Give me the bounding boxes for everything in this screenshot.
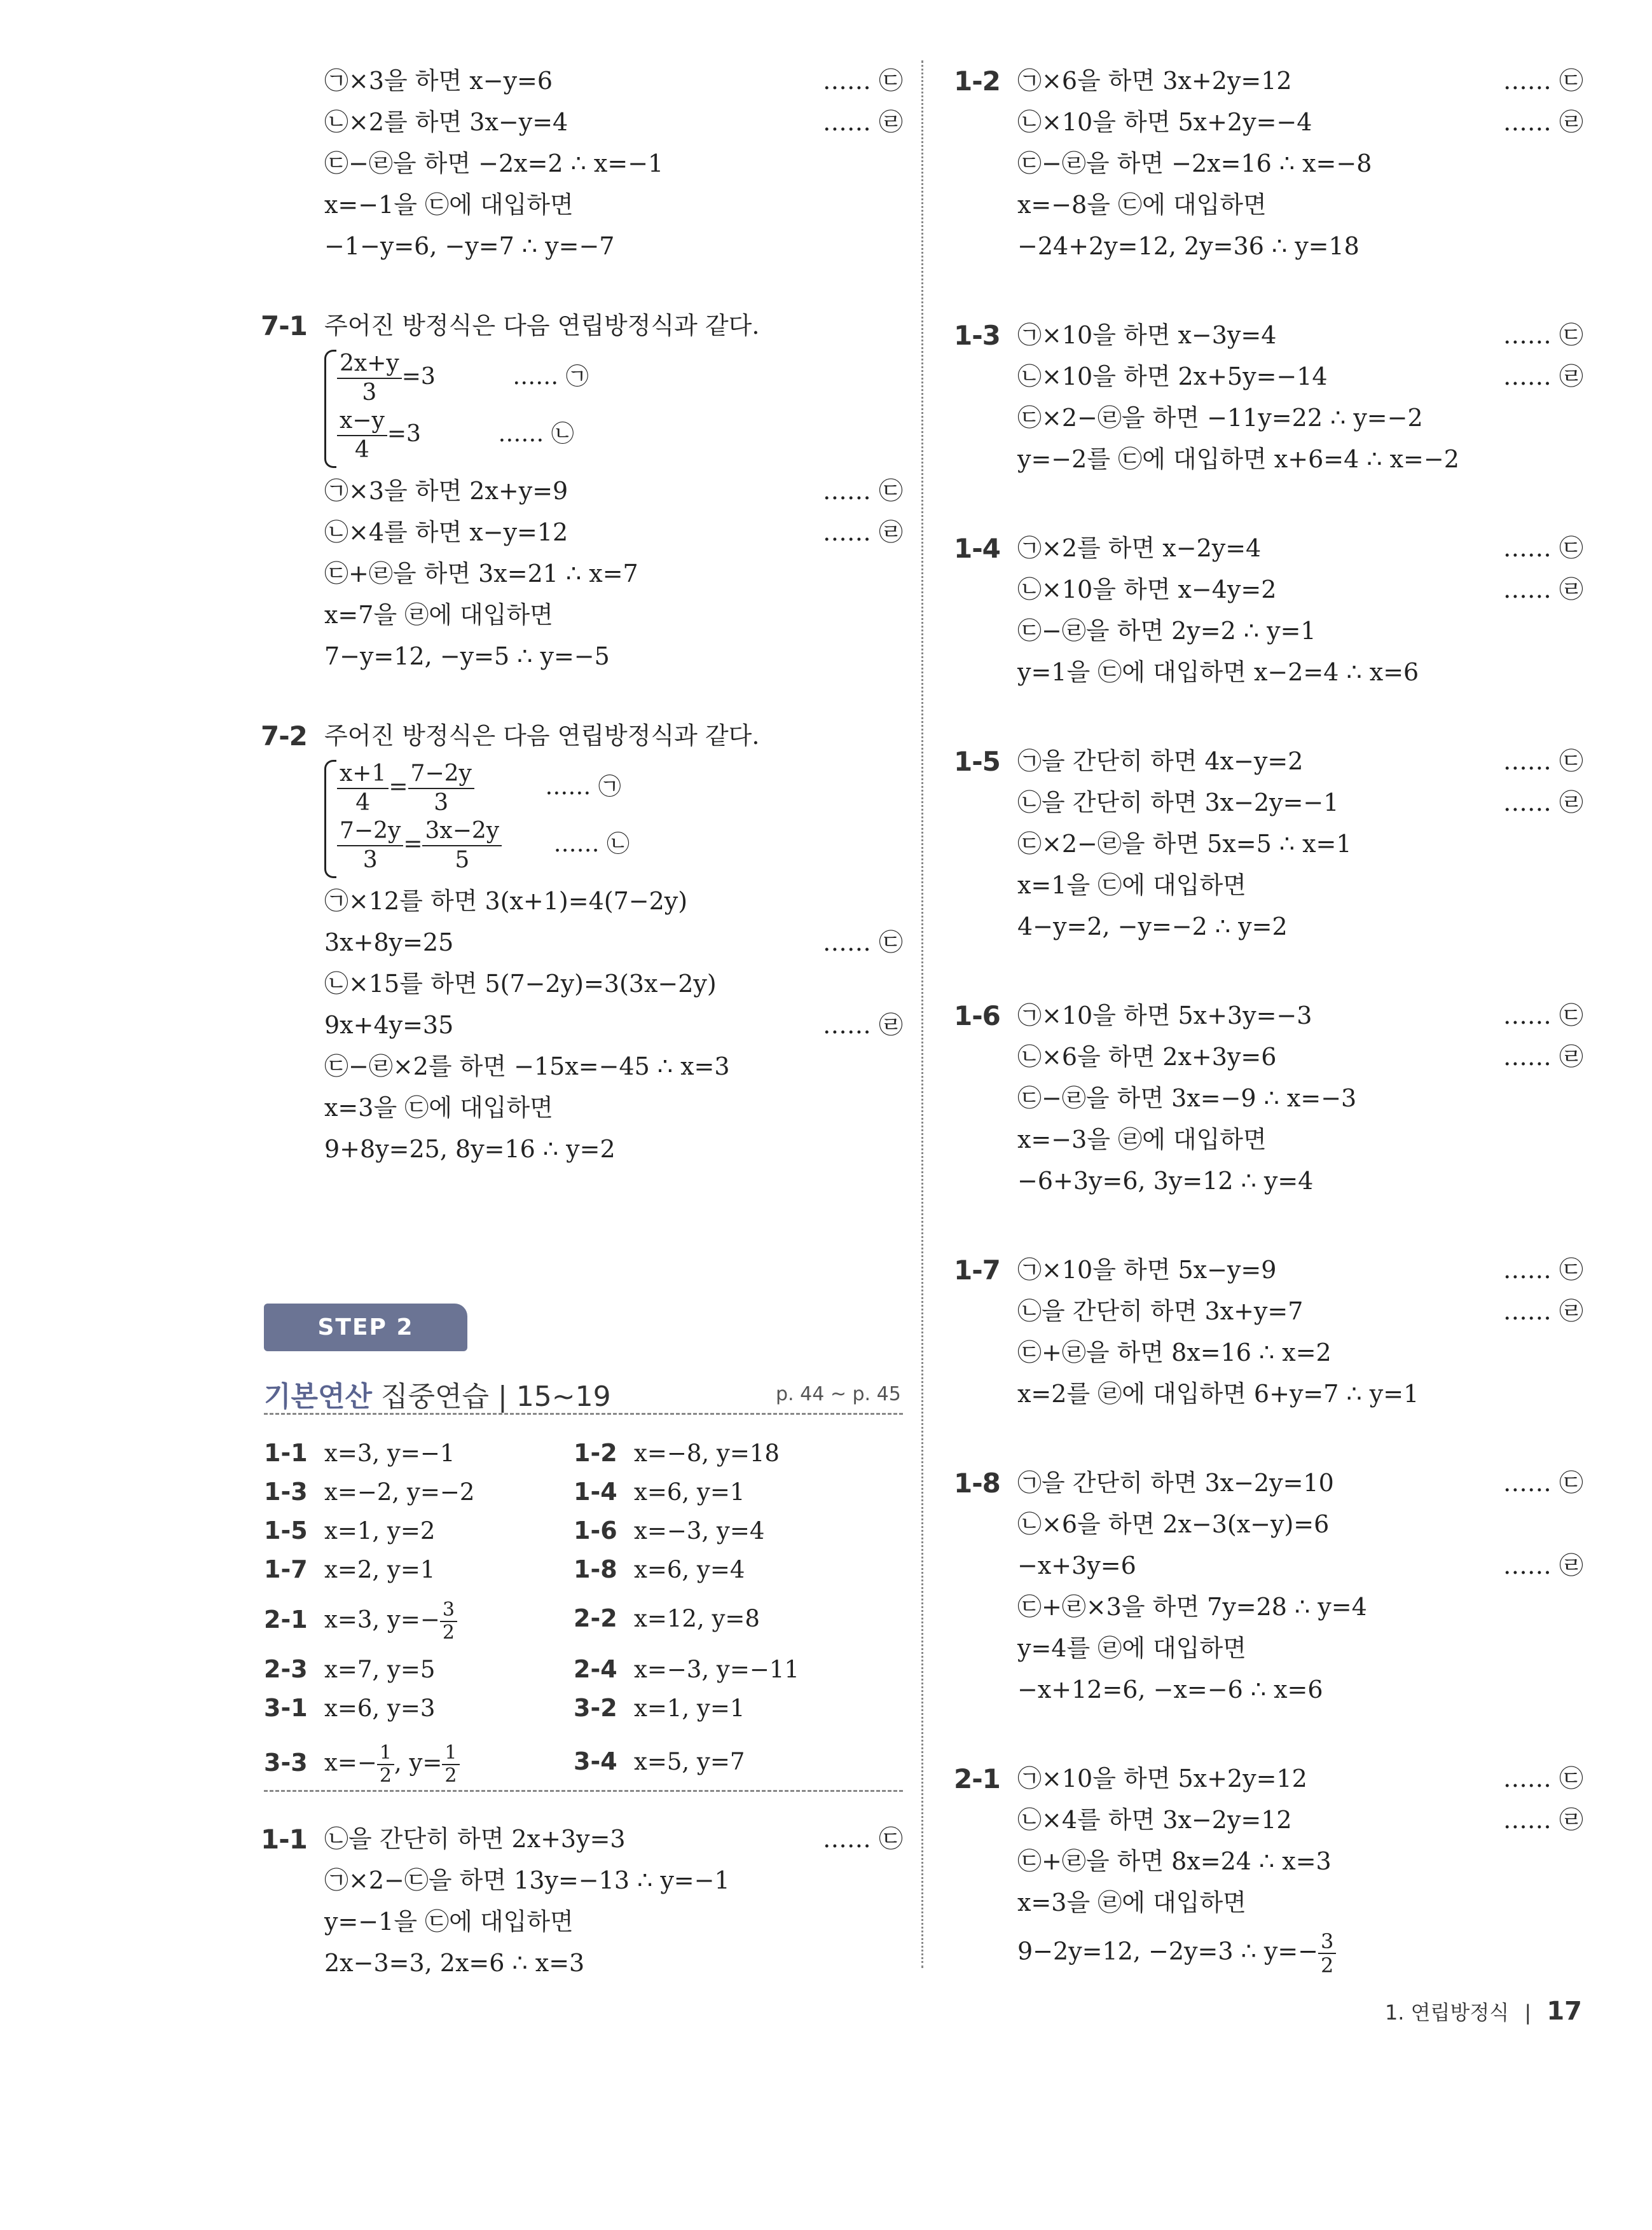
line-text: 9+8y=25, 8y=16 ∴ y=2 xyxy=(324,1135,616,1163)
solution-line xyxy=(324,226,903,267)
line-text: ㉢+㉣을 하면 8x=24 ∴ x=3 xyxy=(1017,1847,1332,1875)
answer-number: 3-3 xyxy=(264,1748,308,1777)
line-text: −1−y=6, −y=7 ∴ y=−7 xyxy=(324,232,615,260)
solution-line xyxy=(1017,995,1583,1036)
line-text: x=1을 ㉢에 대입하면 xyxy=(1017,871,1246,899)
fraction: $\frac{1}{2}$ xyxy=(377,1742,394,1787)
problem-number: 1-7 xyxy=(954,1255,1000,1286)
problem-number: 7-2 xyxy=(261,720,307,752)
solution-line xyxy=(324,1129,903,1170)
line-text: x=7을 ㉣에 대입하면 xyxy=(324,601,553,629)
answer-item xyxy=(264,1473,474,1511)
answer-item xyxy=(574,1742,745,1780)
answer-item xyxy=(574,1434,780,1472)
answer-number: 1-4 xyxy=(574,1478,617,1506)
equation-tag: …… ㉣ xyxy=(1503,362,1583,390)
answer-item: 3-3 x=− $\frac{1}{2}$ , y= $\frac{1}{2}$ xyxy=(264,1742,460,1780)
line-text: y=−2를 ㉢에 대입하면 x+6=4 ∴ x=−2 xyxy=(1017,445,1459,473)
solution-line xyxy=(1017,439,1583,480)
equation-2: $\frac{7-2y}{3}$ = $\frac{3x-2y}{5}$ …… ㉡ xyxy=(337,817,903,874)
line-text: ㉠×6을 하면 3x+2y=12 xyxy=(1017,67,1292,95)
equation-tag: …… ㉢ xyxy=(1503,1765,1583,1793)
problem-number: 2-1 xyxy=(954,1763,1000,1794)
line-text: ㉢−㉣을 하면 2y=2 ∴ y=1 xyxy=(1017,617,1316,645)
problem-intro: 주어진 방정식은 다음 연립방정식과 같다. xyxy=(324,312,760,340)
line-text: ㉡×2를 하면 3x−y=4 xyxy=(324,108,568,136)
equation-tag: …… ㉢ xyxy=(1503,1001,1583,1029)
line-text: 4−y=2, −y=−2 ∴ y=2 xyxy=(1017,912,1288,940)
line-text: y=−1을 ㉢에 대입하면 xyxy=(324,1908,574,1936)
line-text: 9x+4y=35 xyxy=(324,1011,454,1039)
line-text: x=2를 ㉣에 대입하면 6+y=7 ∴ y=1 xyxy=(1017,1380,1419,1408)
answer-item xyxy=(574,1599,760,1637)
solution-line xyxy=(1017,528,1583,569)
answer-value: x=12, y=8 xyxy=(634,1605,760,1632)
solution-line xyxy=(1017,652,1583,693)
line-text: ㉢×2−㉣을 하면 −11y=22 ∴ y=−2 xyxy=(1017,404,1423,432)
line-text: x=3을 ㉢에 대입하면 xyxy=(324,1094,553,1122)
solution-line xyxy=(324,471,903,512)
answer-number: 2-2 xyxy=(574,1604,617,1632)
equation-tag: …… ㉢ xyxy=(822,928,903,956)
solution-line xyxy=(324,963,903,1005)
line-text: ㉠×10을 하면 x−3y=4 xyxy=(1017,321,1277,349)
line-text: ㉢+㉣을 하면 8x=16 ∴ x=2 xyxy=(1017,1339,1332,1366)
line-text: ㉢+㉣을 하면 3x=21 ∴ x=7 xyxy=(324,560,638,588)
answer-item xyxy=(264,1511,435,1550)
line-text: 7−y=12, −y=5 ∴ y=−5 xyxy=(324,642,610,670)
problem-number: 1-1 xyxy=(261,1824,307,1855)
answer-value: x=− xyxy=(324,1749,377,1777)
equation-1: $\frac{x+1}{4}$ = $\frac{7-2y}{3}$ …… ㉠ xyxy=(337,760,903,817)
answer-value: x=6, y=4 xyxy=(634,1556,745,1583)
line-text: ㉡×10을 하면 2x+5y=−14 xyxy=(1017,362,1328,390)
solution-line xyxy=(1017,741,1583,782)
fraction: $\frac{1}{2}$ xyxy=(442,1742,459,1787)
solution-line xyxy=(1017,1291,1583,1332)
solution-line xyxy=(324,636,903,677)
solution-line xyxy=(1017,1758,1583,1800)
solution-line xyxy=(324,1046,903,1087)
equation-2: $\frac{x-y}{4}$ =3 …… ㉡ xyxy=(337,407,903,464)
equation-tag: …… ㉣ xyxy=(822,1011,903,1039)
answer-number: 2-1 xyxy=(264,1605,308,1634)
solution-line xyxy=(1017,60,1583,102)
line-text: ㉠×3을 하면 x−y=6 xyxy=(324,67,553,95)
line-text: ㉡을 간단히 하면 2x+3y=3 xyxy=(324,1825,626,1853)
solution-line xyxy=(1017,1586,1583,1628)
answer-number: 1-5 xyxy=(264,1517,308,1545)
solution-line xyxy=(1017,1628,1583,1669)
line-text: ㉡을 간단히 하면 3x−2y=−1 xyxy=(1017,788,1339,816)
answer-number: 2-3 xyxy=(264,1655,308,1683)
section-title: 기본연산 집중연습 | 15~19 xyxy=(264,1380,611,1413)
solution-line xyxy=(1017,1669,1583,1710)
answer-item xyxy=(264,1599,457,1644)
answer-item xyxy=(574,1473,745,1511)
line-text: ㉢−㉣을 하면 −2x=2 ∴ x=−1 xyxy=(324,149,664,177)
line-text: x=−3을 ㉣에 대입하면 xyxy=(1017,1125,1267,1153)
answer-value: x=7, y=5 xyxy=(324,1656,436,1683)
solution-line xyxy=(1017,1036,1583,1078)
line-text: ㉠×2−㉢을 하면 13y=−13 ∴ y=−1 xyxy=(324,1866,730,1894)
line-text: x=−1을 ㉢에 대입하면 xyxy=(324,191,574,219)
answer-number: 1-3 xyxy=(264,1478,308,1506)
solution-line xyxy=(1017,823,1583,865)
line-text: ㉠×10을 하면 5x+2y=12 xyxy=(1017,1765,1307,1793)
problem-number: 1-3 xyxy=(954,320,1000,351)
equation-tag: …… ㉣ xyxy=(822,518,903,546)
solution-line xyxy=(324,1901,903,1943)
answer-value: x=1, y=1 xyxy=(634,1695,745,1722)
answer-number: 3-2 xyxy=(574,1694,617,1722)
line-text: x=−8을 ㉢에 대입하면 xyxy=(1017,191,1267,219)
answer-number: 2-4 xyxy=(574,1655,617,1683)
solution-line xyxy=(324,184,903,226)
solution-line xyxy=(1017,397,1583,439)
answer-number: 1-6 xyxy=(574,1517,617,1545)
line-text: ㉠×2를 하면 x−2y=4 xyxy=(1017,534,1262,562)
fraction: $\frac{3}{2}$ xyxy=(1318,1930,1336,1977)
equation-tag: …… ㉣ xyxy=(1503,788,1583,816)
equation-tag: …… ㉢ xyxy=(822,1825,903,1853)
problem-number: 1-5 xyxy=(954,746,1000,777)
line-text: ㉢+㉣×3을 하면 7y=28 ∴ y=4 xyxy=(1017,1593,1367,1621)
problem-number: 7-1 xyxy=(261,310,307,341)
answer-number: 3-4 xyxy=(574,1747,617,1775)
answer-value: x=−2, y=−2 xyxy=(324,1478,475,1506)
problem-number: 1-4 xyxy=(954,533,1000,564)
line-text: ㉡×15를 하면 5(7−2y)=3(3x−2y) xyxy=(324,970,717,998)
solution-line xyxy=(1017,1373,1583,1415)
equation-tag: …… ㉣ xyxy=(1503,108,1583,136)
solution-line xyxy=(1017,1841,1583,1882)
system-brace xyxy=(324,760,336,878)
line-text: ㉡×6을 하면 2x−3(x−y)=6 xyxy=(1017,1510,1330,1538)
equation-tag: …… ㉣ xyxy=(1503,1552,1583,1580)
answer-value: x=2, y=1 xyxy=(324,1556,436,1583)
fraction: $\frac{3}{2}$ xyxy=(440,1599,457,1644)
solution-line xyxy=(324,1005,903,1046)
solution-line xyxy=(1017,1249,1583,1291)
answer-item xyxy=(574,1650,799,1688)
answer-item xyxy=(574,1511,764,1550)
solution-line xyxy=(324,1819,903,1860)
answer-value: x=6, y=1 xyxy=(634,1478,745,1506)
solution-line xyxy=(1017,906,1583,947)
line-text: 2x−3=3, 2x=6 ∴ x=3 xyxy=(324,1949,585,1977)
line-text: ㉡×4를 하면 x−y=12 xyxy=(324,518,568,546)
solution-line xyxy=(324,553,903,595)
solution-line xyxy=(1017,1504,1583,1545)
answer-number: 1-2 xyxy=(574,1439,617,1467)
system-brace xyxy=(324,350,336,468)
solution-line xyxy=(1017,1119,1583,1160)
line-text: ㉡×4를 하면 3x−2y=12 xyxy=(1017,1806,1292,1834)
solution-line xyxy=(1017,102,1583,143)
line-text: ㉡×10을 하면 5x+2y=−4 xyxy=(1017,108,1312,136)
solution-line xyxy=(1017,143,1583,184)
answer-item xyxy=(264,1689,435,1727)
equation-1: $\frac{2x+y}{3}$ =3 …… ㉠ xyxy=(337,350,903,407)
problem-number: 1-2 xyxy=(954,65,1000,97)
equation-tag: …… ㉢ xyxy=(1503,534,1583,562)
equation-tag: …… ㉢ xyxy=(1503,747,1583,775)
equation-tag: …… ㉣ xyxy=(1503,1297,1583,1325)
answer-value: x=−3, y=−11 xyxy=(634,1656,799,1683)
answer-value: x=−3, y=4 xyxy=(634,1517,765,1545)
solution-line xyxy=(1017,1332,1583,1373)
solution-line xyxy=(1017,226,1583,267)
line-text: x=3을 ㉣에 대입하면 xyxy=(1017,1889,1246,1917)
equation-tag: …… ㉣ xyxy=(822,108,903,136)
equation-tag: …… ㉣ xyxy=(1503,1806,1583,1834)
solution-line xyxy=(324,595,903,636)
answer-item xyxy=(264,1650,435,1688)
solution-line xyxy=(1017,1800,1583,1841)
equation-tag: …… ㉢ xyxy=(1503,67,1583,95)
problem-intro: 주어진 방정식은 다음 연립방정식과 같다. xyxy=(324,722,760,750)
line-text: ㉢×2−㉣을 하면 5x=5 ∴ x=1 xyxy=(1017,830,1352,858)
solution-line xyxy=(324,143,903,184)
line-text: y=1을 ㉢에 대입하면 x−2=4 ∴ x=6 xyxy=(1017,658,1419,686)
solution-line xyxy=(1017,184,1583,226)
answer-number: 1-8 xyxy=(574,1555,617,1583)
solution-line xyxy=(1017,1160,1583,1202)
answer-value: x=5, y=7 xyxy=(634,1748,745,1775)
solution-line xyxy=(324,1087,903,1129)
solution-line xyxy=(324,922,903,963)
line-text: ㉠×3을 하면 2x+y=9 xyxy=(324,477,568,505)
solution-line xyxy=(1017,569,1583,610)
line-text: ㉡을 간단히 하면 3x+y=7 xyxy=(1017,1297,1304,1325)
line-text: −6+3y=6, 3y=12 ∴ y=4 xyxy=(1017,1167,1314,1195)
equation-tag: …… ㉢ xyxy=(822,67,903,95)
solution-line xyxy=(324,102,903,143)
page-number: 17 xyxy=(1546,1997,1582,2026)
solution-line xyxy=(1017,865,1583,906)
line-text: ㉠×10을 하면 5x+3y=−3 xyxy=(1017,1001,1312,1029)
step-badge: STEP 2 xyxy=(264,1304,467,1351)
solution-line xyxy=(1017,782,1583,823)
answer-number: 1-7 xyxy=(264,1555,308,1583)
solution-line xyxy=(1017,315,1583,356)
problem-number: 1-8 xyxy=(954,1468,1000,1499)
line-text: ㉠을 간단히 하면 4x−y=2 xyxy=(1017,747,1304,775)
solution-line xyxy=(324,881,903,922)
line-text: ㉢−㉣을 하면 −2x=16 ∴ x=−8 xyxy=(1017,149,1372,177)
equation-tag: …… ㉢ xyxy=(1503,321,1583,349)
answer-item xyxy=(264,1434,455,1472)
solution-line xyxy=(1017,1882,1583,1924)
answer-value: x=−8, y=18 xyxy=(634,1440,780,1467)
equation-tag: …… ㉣ xyxy=(1503,575,1583,603)
line-text: −24+2y=12, 2y=36 ∴ y=18 xyxy=(1017,232,1359,260)
solution-line xyxy=(1017,610,1583,652)
equation-tag: …… ㉢ xyxy=(822,477,903,505)
section-pages: p. 44 ~ p. 45 xyxy=(776,1383,901,1405)
solution-line xyxy=(324,1943,903,1984)
page-footer: 1. 연립방정식 | 17 xyxy=(1384,1997,1582,2026)
dashed-rule-bottom xyxy=(264,1790,903,1792)
solution-line xyxy=(1017,1545,1583,1586)
solution-line xyxy=(1017,1463,1583,1504)
equation-tag: …… ㉣ xyxy=(1503,1043,1583,1071)
equation-tag: …… ㉢ xyxy=(1503,1469,1583,1497)
solution-line xyxy=(1017,356,1583,397)
solution-line xyxy=(1017,1078,1583,1119)
solution-line xyxy=(324,512,903,553)
answer-value: x=3, y=− xyxy=(324,1606,440,1634)
line-text: −x+3y=6 xyxy=(1017,1552,1136,1580)
line-text: ㉢−㉣×2를 하면 −15x=−45 ∴ x=3 xyxy=(324,1052,730,1080)
chapter-title: 1. 연립방정식 xyxy=(1384,2000,1510,2025)
problem-number: 1-6 xyxy=(954,1000,1000,1031)
answer-value: x=6, y=3 xyxy=(324,1695,436,1722)
answer-value: x=1, y=2 xyxy=(324,1517,436,1545)
solution-line xyxy=(324,60,903,102)
line-text: −x+12=6, −x=−6 ∴ x=6 xyxy=(1017,1676,1323,1703)
answer-item xyxy=(574,1689,745,1727)
line-text: ㉡×10을 하면 x−4y=2 xyxy=(1017,575,1277,603)
line-text: y=4를 ㉣에 대입하면 xyxy=(1017,1634,1246,1662)
answer-number: 1-1 xyxy=(264,1439,308,1467)
solution-line xyxy=(324,1860,903,1901)
line-text: ㉠×12를 하면 3(x+1)=4(7−2y) xyxy=(324,887,688,915)
equation-tag: …… ㉢ xyxy=(1503,1256,1583,1284)
solution-line: 9−2y=12, −2y=3 ∴ y=− $\frac{3}{2}$ xyxy=(1017,1930,1583,1987)
column-divider xyxy=(921,60,923,1968)
line-text: 3x+8y=25 xyxy=(324,928,454,956)
dashed-rule-top xyxy=(264,1413,903,1415)
line-text: ㉡×6을 하면 2x+3y=6 xyxy=(1017,1043,1277,1071)
answer-item xyxy=(574,1550,745,1588)
answer-value: x=3, y=−1 xyxy=(324,1440,455,1467)
line-text: ㉢−㉣을 하면 3x=−9 ∴ x=−3 xyxy=(1017,1084,1357,1112)
answer-number: 3-1 xyxy=(264,1694,308,1722)
line-text: ㉠을 간단히 하면 3x−2y=10 xyxy=(1017,1469,1334,1497)
line-text: ㉠×10을 하면 5x−y=9 xyxy=(1017,1256,1277,1284)
answer-item xyxy=(264,1550,435,1588)
